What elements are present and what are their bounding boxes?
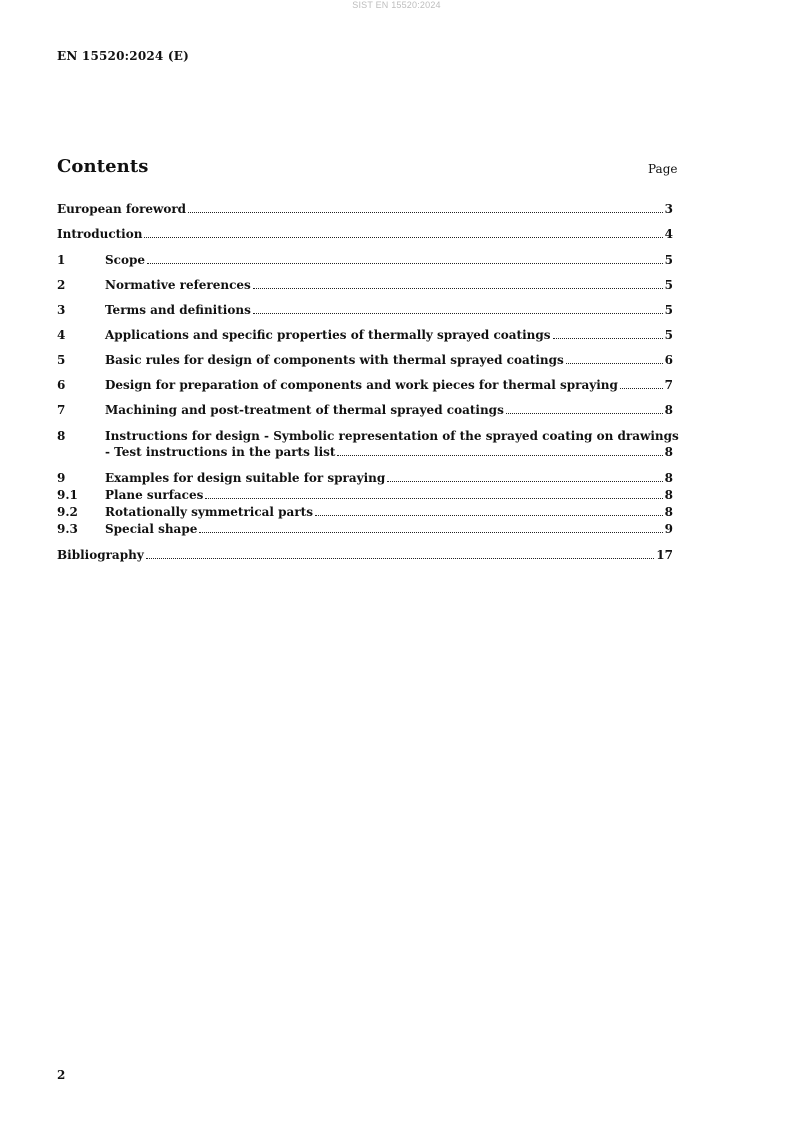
toc-entry-page: 8: [664, 471, 673, 485]
toc-entry-page: 8: [664, 488, 673, 502]
toc-entry-title: Basic rules for design of components with thermal sprayed coatings: [105, 353, 564, 367]
dot-leader: [188, 202, 663, 213]
toc-entry-bibliography[interactable]: [57, 547, 673, 563]
toc-entry-number: 9.2: [57, 505, 78, 519]
toc-entry-title: Design for preparation of components and work pieces for thermal spraying: [105, 378, 618, 392]
toc-entry-number: 2: [57, 278, 66, 292]
toc-entry-title: Bibliography: [57, 548, 144, 562]
toc-entry-number: 5: [57, 353, 66, 367]
dot-leader: [253, 303, 663, 314]
toc-entry-number: 7: [57, 403, 66, 417]
dot-leader: [506, 403, 663, 414]
toc-entry-page: 17: [656, 548, 673, 562]
toc-entry-number: 6: [57, 378, 66, 392]
toc-entry-page: 4: [664, 227, 673, 241]
toc-entry-page: 5: [664, 278, 673, 292]
toc-entry-special-shape[interactable]: [57, 521, 673, 537]
toc-entry-title: European foreword: [57, 202, 187, 216]
toc-entry-title: Terms and definitions: [105, 303, 251, 317]
toc-entry-title: Applications and specific properties of thermally sprayed coatings: [105, 328, 551, 342]
dot-leader: [205, 488, 662, 499]
dot-leader: [553, 328, 663, 339]
toc-entry-title: Rotationally symmetrical parts: [105, 505, 313, 519]
toc-entry-title: Special shape: [105, 522, 198, 536]
toc-entry-terms-definitions[interactable]: [57, 302, 673, 318]
toc-entry-number: 4: [57, 328, 66, 342]
toc-entry-number: 8: [57, 429, 66, 443]
dot-leader: [337, 445, 662, 456]
toc-entry-machining[interactable]: [57, 402, 673, 418]
watermark: SIST EN 15520:2024: [352, 0, 441, 10]
toc-entry-title-continued: - Test instructions in the parts list: [105, 445, 336, 459]
toc-entry-number: 1: [57, 253, 66, 267]
dot-leader: [315, 505, 663, 516]
page-column-label: Page: [648, 162, 678, 176]
toc-entry-title: Instructions for design - Symbolic representation of the sprayed coating on drawings: [105, 429, 679, 443]
toc-entry-page: 9: [664, 522, 673, 536]
toc-entry-examples[interactable]: [57, 470, 673, 486]
toc-entry-page: 5: [664, 303, 673, 317]
toc-entry-number: 9: [57, 471, 66, 485]
toc-entry-title: Plane surfaces: [105, 488, 204, 502]
toc-entry-instructions[interactable]: [57, 428, 679, 462]
dot-leader: [199, 522, 662, 533]
contents-heading: Contents: [57, 156, 149, 177]
toc-entry-title: Machining and post-treatment of thermal sprayed coatings: [105, 403, 504, 417]
document-id: EN 15520:2024 (E): [57, 49, 189, 63]
toc-entry-scope[interactable]: [57, 252, 673, 268]
toc-entry-title: Introduction: [57, 227, 143, 241]
page-number: 2: [57, 1068, 66, 1082]
toc-entry-rotationally-symmetrical[interactable]: [57, 504, 673, 520]
toc-entry-page: 8: [664, 403, 673, 417]
toc-entry-title: Scope: [105, 253, 146, 267]
toc-entry-applications[interactable]: [57, 327, 673, 343]
toc-entry-introduction[interactable]: [57, 226, 673, 242]
dot-leader: [147, 253, 663, 264]
dot-leader: [566, 353, 663, 364]
toc-entry-basic-rules[interactable]: [57, 352, 673, 368]
toc-entry-foreword[interactable]: [57, 201, 673, 217]
toc-entry-plane-surfaces[interactable]: [57, 487, 673, 503]
dot-leader: [146, 548, 655, 559]
toc-entry-normative-references[interactable]: [57, 277, 673, 293]
toc-entry-design-preparation[interactable]: [57, 377, 673, 393]
toc-entry-number: 3: [57, 303, 66, 317]
toc-entry-page: 8: [664, 505, 673, 519]
toc-entry-page: 6: [664, 353, 673, 367]
dot-leader: [387, 471, 662, 482]
toc-entry-page: 5: [664, 328, 673, 342]
toc-entry-title: Examples for design suitable for spraying: [105, 471, 386, 485]
toc-entry-number: 9.1: [57, 488, 78, 502]
toc-entry-page: 5: [664, 253, 673, 267]
dot-leader: [144, 227, 662, 238]
dot-leader: [253, 278, 663, 289]
toc-entry-page: 7: [664, 378, 673, 392]
dot-leader: [620, 378, 663, 389]
toc-entry-title: Normative references: [105, 278, 251, 292]
toc-entry-number: 9.3: [57, 522, 78, 536]
toc-entry-page: 8: [664, 445, 673, 459]
toc-entry-page: 3: [664, 202, 673, 216]
